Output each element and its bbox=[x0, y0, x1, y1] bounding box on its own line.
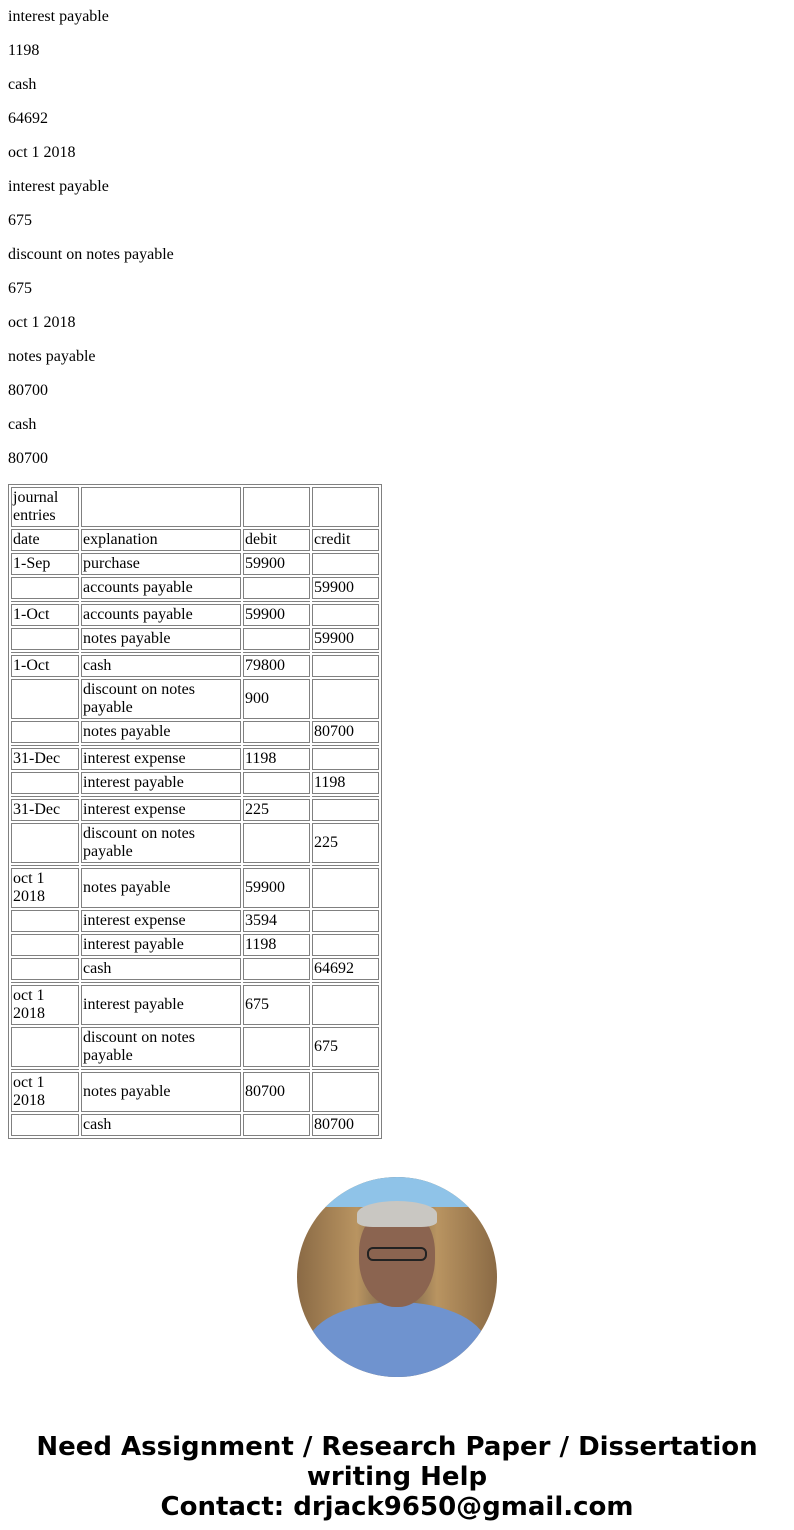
date-cell: oct 1 2018 bbox=[11, 985, 79, 1025]
table-row bbox=[11, 721, 379, 743]
credit-cell bbox=[312, 679, 379, 719]
date-cell: journal entries bbox=[11, 487, 79, 527]
table-row bbox=[11, 868, 379, 908]
table-row bbox=[11, 529, 379, 551]
explanation-cell: interest expense bbox=[81, 748, 241, 770]
debit-cell bbox=[243, 1027, 310, 1067]
explanation-cell: discount on notes payable bbox=[81, 679, 241, 719]
explanation-cell: cash bbox=[81, 958, 241, 980]
credit-cell bbox=[312, 985, 379, 1025]
group-separator bbox=[11, 1069, 379, 1070]
credit-cell: credit bbox=[312, 529, 379, 551]
text-line: cash bbox=[8, 416, 37, 433]
date-cell bbox=[11, 679, 79, 719]
credit-cell: 225 bbox=[312, 823, 379, 863]
debit-cell: 900 bbox=[243, 679, 310, 719]
credit-cell: 80700 bbox=[312, 721, 379, 743]
cta-contact: Contact: drjack9650@gmail.com bbox=[160, 1492, 634, 1522]
table-row bbox=[11, 958, 379, 980]
credit-cell: 59900 bbox=[312, 628, 379, 650]
debit-cell: 80700 bbox=[243, 1072, 310, 1112]
explanation-cell: discount on notes payable bbox=[81, 823, 241, 863]
debit-cell bbox=[243, 628, 310, 650]
explanation-cell: notes payable bbox=[81, 868, 241, 908]
text-lines bbox=[8, 8, 786, 468]
group-separator bbox=[11, 865, 379, 866]
debit-cell: 59900 bbox=[243, 604, 310, 626]
explanation-cell: notes payable bbox=[81, 1072, 241, 1112]
date-cell bbox=[11, 1114, 79, 1136]
explanation-cell: notes payable bbox=[81, 721, 241, 743]
debit-cell bbox=[243, 772, 310, 794]
table-row bbox=[11, 1114, 379, 1136]
explanation-cell: cash bbox=[81, 1114, 241, 1136]
contact-banner bbox=[8, 1432, 786, 1522]
date-cell: 31-Dec bbox=[11, 748, 79, 770]
debit-cell: 1198 bbox=[243, 934, 310, 956]
text-line: oct 1 2018 bbox=[8, 144, 76, 161]
debit-cell: 675 bbox=[243, 985, 310, 1025]
credit-cell: 64692 bbox=[312, 958, 379, 980]
date-cell: oct 1 2018 bbox=[11, 1072, 79, 1112]
debit-cell bbox=[243, 958, 310, 980]
table-row bbox=[11, 799, 379, 821]
date-cell bbox=[11, 910, 79, 932]
text-line: 1198 bbox=[8, 42, 40, 59]
date-cell bbox=[11, 934, 79, 956]
group-separator bbox=[11, 796, 379, 797]
credit-cell bbox=[312, 1072, 379, 1112]
group-separator bbox=[11, 982, 379, 983]
text-line: 80700 bbox=[8, 382, 48, 399]
table-row bbox=[11, 772, 379, 794]
debit-cell: debit bbox=[243, 529, 310, 551]
date-cell bbox=[11, 823, 79, 863]
explanation-cell: discount on notes payable bbox=[81, 1027, 241, 1067]
table-row bbox=[11, 628, 379, 650]
debit-cell bbox=[243, 1114, 310, 1136]
explanation-cell: accounts payable bbox=[81, 577, 241, 599]
group-separator bbox=[11, 652, 379, 653]
debit-cell: 79800 bbox=[243, 655, 310, 677]
credit-cell bbox=[312, 487, 379, 527]
explanation-cell: purchase bbox=[81, 553, 241, 575]
group-separator bbox=[11, 745, 379, 746]
explanation-cell: interest payable bbox=[81, 772, 241, 794]
debit-cell: 59900 bbox=[243, 868, 310, 908]
text-line: 675 bbox=[8, 280, 32, 297]
date-cell: 1-Oct bbox=[11, 655, 79, 677]
debit-cell bbox=[243, 487, 310, 527]
debit-cell bbox=[243, 721, 310, 743]
table-row bbox=[11, 655, 379, 677]
text-line: cash bbox=[8, 76, 37, 93]
explanation-cell bbox=[81, 487, 241, 527]
debit-cell: 59900 bbox=[243, 553, 310, 575]
debit-cell: 3594 bbox=[243, 910, 310, 932]
cta-headline: Need Assignment / Research Paper / Dissertation writing Help bbox=[36, 1432, 758, 1492]
table-row bbox=[11, 1072, 379, 1112]
date-cell: date bbox=[11, 529, 79, 551]
credit-cell bbox=[312, 934, 379, 956]
debit-cell bbox=[243, 577, 310, 599]
credit-cell bbox=[312, 868, 379, 908]
date-cell bbox=[11, 958, 79, 980]
date-cell bbox=[11, 1027, 79, 1067]
date-cell bbox=[11, 772, 79, 794]
table-row bbox=[11, 934, 379, 956]
debit-cell: 1198 bbox=[243, 748, 310, 770]
credit-cell: 59900 bbox=[312, 577, 379, 599]
credit-cell: 675 bbox=[312, 1027, 379, 1067]
explanation-cell: notes payable bbox=[81, 628, 241, 650]
group-separator bbox=[11, 601, 379, 602]
text-line: oct 1 2018 bbox=[8, 314, 76, 331]
text-line: interest payable bbox=[8, 178, 109, 195]
debit-cell bbox=[243, 823, 310, 863]
table-row bbox=[11, 1027, 379, 1067]
date-cell: 1-Sep bbox=[11, 553, 79, 575]
table-row bbox=[11, 487, 379, 527]
table-row bbox=[11, 604, 379, 626]
credit-cell bbox=[312, 553, 379, 575]
explanation-cell: interest payable bbox=[81, 934, 241, 956]
table-row bbox=[11, 679, 379, 719]
text-line: notes payable bbox=[8, 348, 96, 365]
table-row bbox=[11, 823, 379, 863]
text-line: interest payable bbox=[8, 8, 109, 25]
text-line: 675 bbox=[8, 212, 32, 229]
explanation-cell: explanation bbox=[81, 529, 241, 551]
explanation-cell: interest expense bbox=[81, 799, 241, 821]
table-row bbox=[11, 577, 379, 599]
explanation-cell: interest expense bbox=[81, 910, 241, 932]
credit-cell bbox=[312, 604, 379, 626]
text-line: 80700 bbox=[8, 450, 48, 467]
table-row bbox=[11, 910, 379, 932]
explanation-cell: interest payable bbox=[81, 985, 241, 1025]
date-cell bbox=[11, 721, 79, 743]
text-line: discount on notes payable bbox=[8, 246, 174, 263]
credit-cell bbox=[312, 748, 379, 770]
text-line: 64692 bbox=[8, 110, 48, 127]
credit-cell bbox=[312, 655, 379, 677]
journal-entries-table bbox=[8, 484, 382, 1139]
date-cell: 1-Oct bbox=[11, 604, 79, 626]
credit-cell: 1198 bbox=[312, 772, 379, 794]
date-cell bbox=[11, 628, 79, 650]
credit-cell bbox=[312, 910, 379, 932]
explanation-cell: cash bbox=[81, 655, 241, 677]
author-photo bbox=[297, 1177, 497, 1377]
date-cell bbox=[11, 577, 79, 599]
table-row bbox=[11, 748, 379, 770]
table-row bbox=[11, 553, 379, 575]
debit-cell: 225 bbox=[243, 799, 310, 821]
credit-cell: 80700 bbox=[312, 1114, 379, 1136]
date-cell: 31-Dec bbox=[11, 799, 79, 821]
table-row bbox=[11, 985, 379, 1025]
credit-cell bbox=[312, 799, 379, 821]
explanation-cell: accounts payable bbox=[81, 604, 241, 626]
date-cell: oct 1 2018 bbox=[11, 868, 79, 908]
